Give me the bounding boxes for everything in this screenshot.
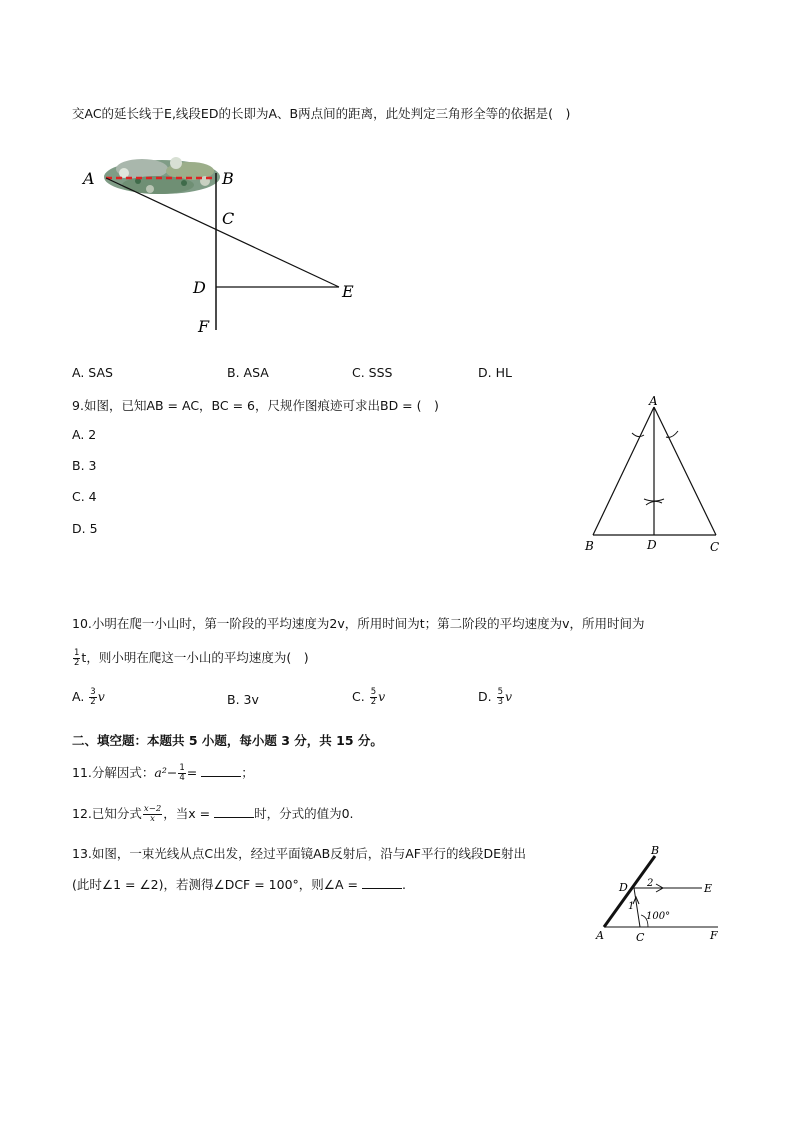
q9-number: 9. <box>72 398 84 413</box>
q10-option-a: A. $\frac{3}{2}$ v <box>72 687 105 707</box>
q8-option-a: A. SAS <box>72 365 113 380</box>
q10-option-c: C. $\frac{5}{2}$ v <box>352 687 386 707</box>
label-c: C <box>222 209 235 228</box>
q13-label-d: D <box>619 881 628 894</box>
q13-label-c: C <box>636 931 645 944</box>
q12: 12.已知分式 $\frac{x-2}{x}$ ，当x = 时，分式的值为0. <box>72 804 354 824</box>
q10-frac: $\frac{1}{2}$ <box>74 648 80 668</box>
ab-side <box>593 407 654 535</box>
q9-text: 如图，已知AB = AC，BC = 6，尺规作图痕迹可求出BD = ( ) <box>83 398 439 413</box>
island-image <box>104 157 220 194</box>
q10-line1 <box>72 614 645 632</box>
q8-stem: 交AC的延长线于E,线段ED的长即为A、B两点间的距离，此处判定三角形全等的依据是( ) <box>72 106 571 121</box>
q9-option-c: C. 4 <box>72 489 97 504</box>
q13-figure <box>592 842 724 944</box>
q13-line1: 13.如图，一束光线从点C出发，经过平面镜AB反射后，沿与AF平行的线段DE射出 <box>72 846 527 861</box>
q8-option-c: C. SSS <box>352 365 393 380</box>
arc-mark-left <box>632 433 644 437</box>
q9-option-d: D. 5 <box>72 521 98 536</box>
q13-line2: (此时∠1 = ∠2)，若测得∠DCF = 100°，则∠A = . <box>72 877 406 892</box>
q11-blank[interactable] <box>201 765 241 777</box>
q11: 11.分解因式：a²− $\frac{1}{4}$ = ； <box>72 763 254 783</box>
q10-text2: t，则小明在爬这一小山的平均速度为( ) <box>81 650 309 665</box>
q10-line2 <box>72 648 309 668</box>
q9-label-c: C <box>710 540 720 554</box>
q9-stem <box>72 396 439 414</box>
q13-label-b: B <box>651 844 660 857</box>
label-b: B <box>222 169 234 188</box>
q13-label-e: E <box>704 882 713 895</box>
q13-label-2: 2 <box>647 878 654 889</box>
label-e: E <box>342 282 354 301</box>
q13-label-a: A <box>596 929 604 942</box>
q9-figure <box>580 395 725 560</box>
q10-text1: 小明在爬一小山时，第一阶段的平均速度为2v，所用时间为t；第二阶段的平均速度为v，所用时间为 <box>91 616 645 631</box>
label-f: F <box>198 317 210 336</box>
q13-label-100: 100° <box>646 911 671 922</box>
section-heading: 二、填空题：本题共 5 小题，每小题 3 分，共 15 分。 <box>72 733 383 748</box>
q12-blank[interactable] <box>214 806 254 818</box>
q8-option-b: B. ASA <box>227 365 269 380</box>
q8-figure <box>80 145 370 340</box>
q9-option-a: A. 2 <box>72 427 97 442</box>
label-a: A <box>83 169 95 188</box>
q9-label-b: B <box>585 539 594 553</box>
q8-option-d: D. HL <box>478 365 512 380</box>
q13-label-f: F <box>710 929 718 942</box>
cd-ray <box>634 888 640 927</box>
q10-number: 10. <box>72 616 92 631</box>
q9-label-d: D <box>647 538 657 552</box>
q10-option-b: B. 3v <box>227 692 259 707</box>
ac-side <box>654 407 716 535</box>
q13-blank[interactable] <box>362 877 402 889</box>
label-d: D <box>193 278 206 297</box>
q9-option-b: B. 3 <box>72 458 97 473</box>
q10-option-d: D. $\frac{5}{3}$ v <box>478 687 513 707</box>
q9-label-a: A <box>649 395 658 408</box>
q13-label-1: 1 <box>628 901 635 912</box>
ae-line <box>106 178 339 287</box>
